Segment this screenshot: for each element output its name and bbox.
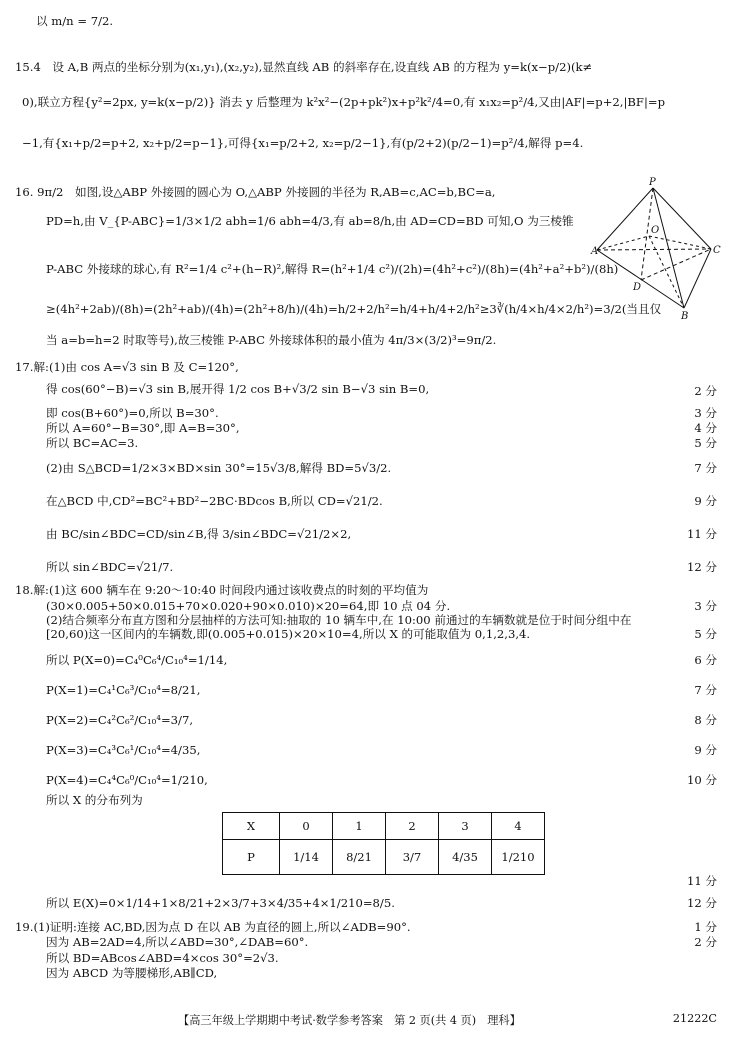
score-18-table: 11 分 — [686, 874, 717, 888]
line-p17-5: 所以 BC=AC=3. — [46, 436, 139, 450]
page-footer: 【高三年级上学期期中考试·数学参考答案 第 2 页(共 4 页) 理科】 — [178, 1014, 521, 1027]
table-header-x: X — [223, 813, 280, 840]
line-p17-4: 所以 A=60°−B=30°,即 A=B=30°, — [46, 421, 240, 435]
line-p17-1: 17.解:(1)由 cos A=√3 sin B 及 C=120°, — [15, 360, 239, 374]
score-17-3: 3 分 — [694, 406, 717, 420]
edge-cb — [684, 249, 711, 308]
label-a: A — [591, 246, 599, 257]
line-p16-2: PD=h,由 V_{P-ABC}=1/3×1/2 abh=1/6 abh=4/3,有 ab=8/h,由 AD=CD=BD 可知,O 为三棱锥 — [46, 214, 574, 228]
line-p18-10: 所以 X 的分布列为 — [46, 793, 143, 807]
line-p18-4: [20,60)这一区间内的车辆数,即(0.005+0.015)×20×10=4,所以 X 的可能取值为 0,1,2,3,4. — [46, 627, 531, 641]
edge-oc-hidden — [649, 236, 711, 249]
table-cell-x0: 0 — [280, 813, 333, 840]
line-p19-2: 因为 AB=2AD=4,所以∠ABD=30°,∠DAB=60°. — [46, 935, 309, 949]
line-p18-2: (30×0.005+50×0.015+70×0.020+90×0.010)×20=64,即 10 点 04 分. — [46, 599, 451, 613]
line-p19-4: 因为 ABCD 为等腰梯形,AB∥CD, — [46, 966, 218, 980]
line-p19-3: 所以 BD=ABcos∠ABD=4×cos 30°=2√3. — [46, 951, 279, 965]
label-c: C — [713, 245, 721, 256]
line-p18-8: P(X=3)=C₄³C₆¹/C₁₀⁴=4/35, — [46, 743, 201, 757]
document-code: 21222C — [672, 1012, 717, 1025]
table-cell-p3: 4/35 — [439, 840, 492, 875]
score-17-5: 5 分 — [694, 436, 717, 450]
label-d: D — [633, 282, 642, 293]
line-p17-2: 得 cos(60°−B)=√3 sin B,展开得 1/2 cos B+√3/2 sin B−√3 sin B=0, — [46, 382, 430, 396]
table-cell-p2: 3/7 — [386, 840, 439, 875]
line-p16-4: ≥(4h²+2ab)/(8h)=(2h²+ab)/(4h)=(2h²+8/h)/(4h)=h/2+2/h²=h/4+h/4+2/h²≥3∛(h/4×h/4×2/h²)=3/2(当且仅 — [46, 302, 662, 316]
table-cell-x1: 1 — [333, 813, 386, 840]
line-p15-2: 0),联立方程{y²=2px, y=k(x−p/2)} 消去 y 后整理为 k²x²−(2p+pk²)x+p²k²/4=0,有 x₁x₂=p²/4,又由|AF|=p+2,|BF|=p — [22, 95, 666, 109]
table-cell-x2: 2 — [386, 813, 439, 840]
table-cell-p4: 1/210 — [492, 840, 545, 875]
score-17-9: 12 分 — [686, 560, 717, 574]
table-cell-x3: 3 — [439, 813, 492, 840]
line-p16-1: 16. 9π/2 如图,设△ABP 外接圆的圆心为 O,△ABP 外接圆的半径为 R,AB=c,AC=b,BC=a, — [15, 185, 496, 199]
edge-ob-hidden — [649, 236, 684, 308]
score-18-4: 5 分 — [694, 627, 717, 641]
score-19-2: 2 分 — [694, 935, 717, 949]
distribution-table — [222, 812, 545, 875]
label-o: O — [651, 225, 660, 236]
line-p17-8: 由 BC/sin∠BDC=CD/sin∠B,得 3/sin∠BDC=√21/2×2, — [46, 527, 352, 541]
line-p15-3: −1,有{x₁+p/2=p+2, x₂+p/2=p−1},可得{x₁=p/2+2, x₂=p/2−1},有(p/2+2)(p/2−1)=p²/4,解得 p=4. — [22, 136, 584, 150]
line-p18-6: P(X=1)=C₄¹C₆³/C₁₀⁴=8/21, — [46, 683, 201, 697]
edge-ao-hidden — [597, 236, 649, 250]
score-18-5: 6 分 — [694, 653, 717, 667]
line-p18-1: 18.解:(1)这 600 辆车在 9:20～10:40 时间段内通过该收费点的时刻的平均值为 — [15, 583, 429, 597]
table-header-p: P — [223, 840, 280, 875]
line-l0: 以 m/n = 7/2. — [36, 14, 114, 28]
table-cell-p0: 1/14 — [280, 840, 333, 875]
score-19-1: 1 分 — [694, 920, 717, 934]
line-p17-3: 即 cos(B+60°)=0,所以 B=30°. — [46, 406, 219, 420]
line-p18-11: 所以 E(X)=0×1/14+1×8/21+2×3/7+3×4/35+4×1/210=8/5. — [46, 896, 395, 910]
edge-ac-hidden — [597, 249, 711, 250]
label-b: B — [681, 311, 689, 322]
line-p17-9: 所以 sin∠BDC=√21/7. — [46, 560, 174, 574]
line-p17-7: 在△BCD 中,CD²=BC²+BD²−2BC·BDcos B,所以 CD=√21/2. — [46, 494, 383, 508]
score-18-11: 12 分 — [686, 896, 717, 910]
line-p15-1: 15.4 设 A,B 两点的坐标分别为(x₁,y₁),(x₂,y₂),显然直线 AB 的斜率存在,设直线 AB 的方程为 y=k(x−p/2)(k≠ — [15, 60, 593, 74]
tetrahedron-figure — [591, 178, 719, 320]
score-17-2: 2 分 — [694, 384, 717, 398]
score-17-8: 11 分 — [686, 527, 717, 541]
line-p17-6: (2)由 S△BCD=1/2×3×BD×sin 30°=15√3/8,解得 BD=5√3/2. — [46, 461, 392, 475]
score-18-6: 7 分 — [694, 683, 717, 697]
line-p18-5: 所以 P(X=0)=C₄⁰C₆⁴/C₁₀⁴=1/14, — [46, 653, 228, 667]
table-cell-x4: 4 — [492, 813, 545, 840]
line-p19-1: 19.(1)证明:连接 AC,BD,因为点 D 在以 AB 为直径的圆上,所以∠ADB=90°. — [15, 920, 411, 934]
line-p18-3: (2)结合频率分布直方图和分层抽样的方法可知:抽取的 10 辆车中,在 10:00 前通过的车辆数就是位于时间分组中在 — [46, 613, 632, 627]
score-17-7: 9 分 — [694, 494, 717, 508]
score-18-7: 8 分 — [694, 713, 717, 727]
table-row-x — [223, 813, 545, 840]
score-18-8: 9 分 — [694, 743, 717, 757]
table-cell-p1: 8/21 — [333, 840, 386, 875]
score-18-9: 10 分 — [686, 773, 717, 787]
edge-pa — [597, 188, 653, 250]
line-p18-9: P(X=4)=C₄⁴C₆⁰/C₁₀⁴=1/210, — [46, 773, 208, 787]
line-p16-5: 当 a=b=h=2 时取等号),故三棱锥 P-ABC 外接球体积的最小值为 4π/3×(3/2)³=9π/2. — [46, 333, 497, 347]
label-p: P — [649, 177, 656, 188]
table-row-p — [223, 840, 545, 875]
score-18-2: 3 分 — [694, 599, 717, 613]
line-p18-7: P(X=2)=C₄²C₆²/C₁₀⁴=3/7, — [46, 713, 194, 727]
score-17-6: 7 分 — [694, 461, 717, 475]
edge-pc — [653, 188, 711, 249]
line-p16-3: P-ABC 外接球的球心,有 R²=1/4 c²+(h−R)²,解得 R=(h²+1/4 c²)/(2h)=(4h²+c²)/(8h)=(4h²+a²+b²)/(8h) — [46, 262, 619, 276]
score-17-4: 4 分 — [694, 421, 717, 435]
